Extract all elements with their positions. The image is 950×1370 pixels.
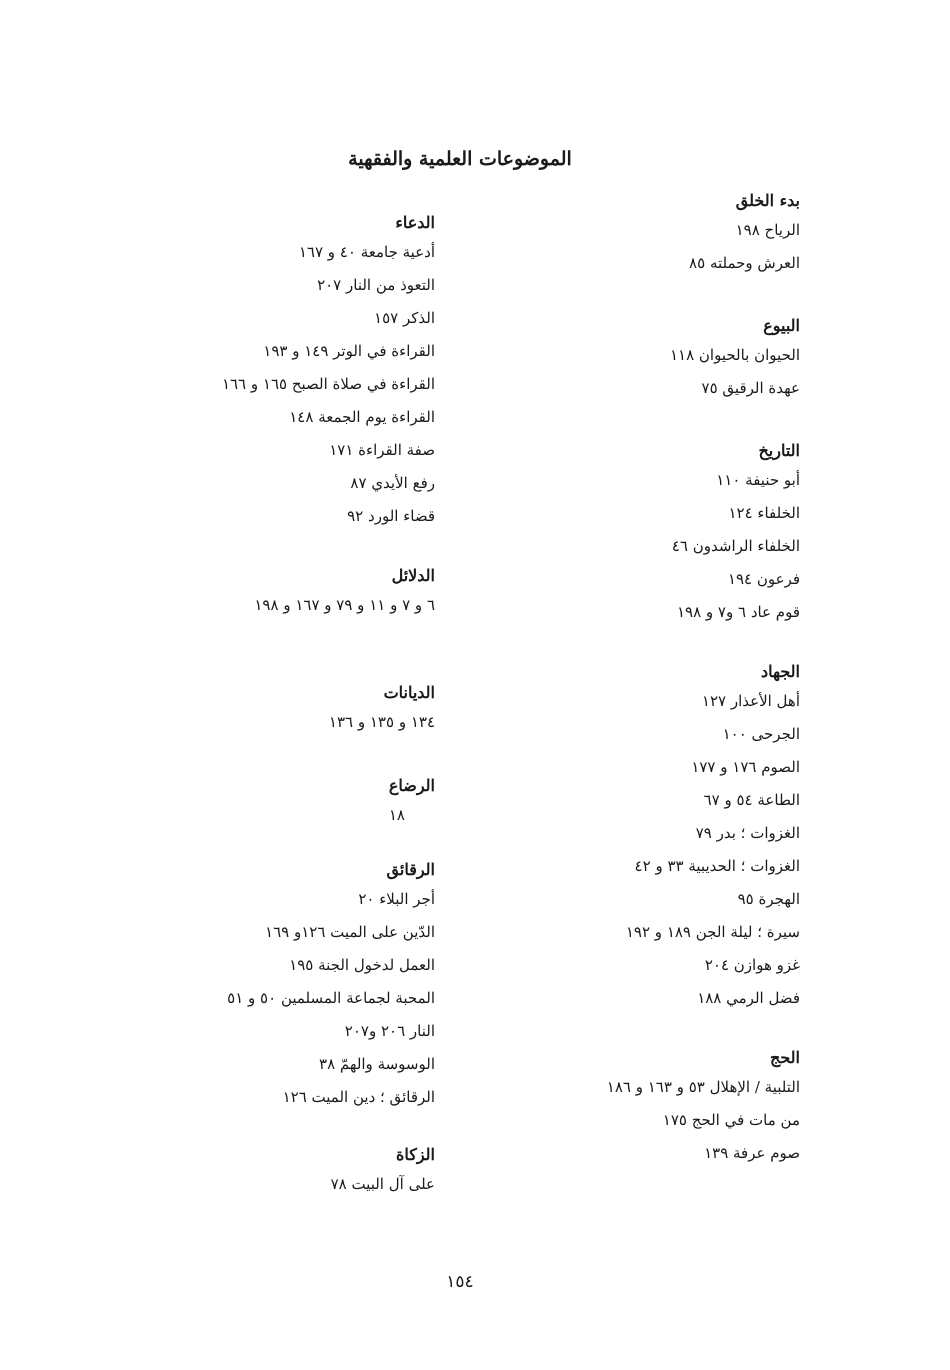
section-nursing [95, 773, 435, 832]
section-religions [95, 680, 435, 739]
index-entry: العرش وحملته ٨٥ [689, 254, 800, 272]
index-entry: التعوذ من النار ٢٠٧ [317, 276, 435, 294]
section-heading: الحج [770, 1048, 800, 1067]
index-entry: الطاعة ٥٤ و ٦٧ [703, 791, 800, 809]
index-entry: الحيوان بالحيوان ١١٨ [669, 346, 800, 364]
index-entry: التلبية / الإهلال ٥٣ و ١٦٣ و ١٨٦ [606, 1078, 800, 1096]
index-entry: أجر البلاء ٢٠ [358, 890, 435, 908]
section-heading: التاريخ [758, 441, 800, 460]
index-entry: فرعون ١٩٤ [727, 570, 800, 588]
index-entry: أهل الأعذار ١٢٧ [701, 692, 800, 710]
index-entry: الذكر ١٥٧ [374, 309, 435, 327]
index-entry: الصوم ١٧٦ و ١٧٧ [691, 758, 800, 776]
index-entry: ١٨ [388, 806, 405, 824]
section-history [440, 438, 800, 629]
index-entry: على آل البيت ٧٨ [330, 1175, 435, 1193]
page-number: ١٥٤ [446, 1272, 474, 1292]
right-column [440, 188, 800, 1170]
section-heading: الديانات [383, 683, 435, 702]
index-entry: العمل لدخول الجنة ١٩٥ [289, 956, 435, 974]
section-heading: الدعاء [395, 213, 435, 232]
index-entry: أبو حنيفة ١١٠ [716, 471, 800, 489]
section-heading: الزكاة [395, 1145, 435, 1164]
section-heading: البيوع [763, 316, 800, 335]
section-signs [95, 563, 435, 622]
index-entry: صفة القراءة ١٧١ [329, 441, 435, 459]
index-entry: صوم عرفة ١٣٩ [704, 1144, 800, 1162]
index-entry: القراءة يوم الجمعة ١٤٨ [289, 408, 435, 426]
index-entry: الوسوسة والهمّ ٣٨ [319, 1055, 435, 1073]
index-entry: الغزوات ؛ الحديبية ٣٣ و ٤٢ [634, 857, 800, 875]
index-entry: غزو هوازن ٢٠٤ [704, 956, 800, 974]
section-jihad [440, 659, 800, 1015]
index-entry: رفع الأيدي ٨٧ [350, 474, 435, 492]
index-entry: المحبة لجماعة المسلمين ٥٠ و ٥١ [227, 989, 435, 1007]
index-entry: القراءة في الوتر ١٤٩ و ١٩٣ [263, 342, 435, 360]
index-entry: الرياح ١٩٨ [735, 221, 800, 239]
section-zakat [95, 1142, 435, 1201]
index-entry: النار ٢٠٦ و٢٠٧ [344, 1022, 435, 1040]
section-sales [440, 313, 800, 405]
index-entry: الهجرة ٩٥ [737, 890, 800, 908]
section-heading: الرضاع [388, 776, 435, 795]
index-entry: أدعية جامعة ٤٠ و ١٦٧ [298, 243, 435, 261]
index-entry: الجرحى ١٠٠ [722, 725, 800, 743]
index-entry: ٦ و ٧ و ١١ و ٧٩ و ١٦٧ و ١٩٨ [254, 596, 435, 614]
index-entry: من مات في الحج ١٧٥ [662, 1111, 800, 1129]
index-entry: سيرة ؛ ليلة الجن ١٨٩ و ١٩٢ [625, 923, 800, 941]
section-heading: الجهاد [760, 662, 800, 681]
section-creation [440, 188, 800, 280]
index-entry: الرقائق ؛ دين الميت ١٢٦ [282, 1088, 435, 1106]
section-heading: الرقائق [386, 860, 435, 879]
index-entry: ١٣٤ و ١٣٥ و ١٣٦ [328, 713, 435, 731]
left-column [95, 210, 435, 1201]
index-entry: عهدة الرقيق ٧٥ [701, 379, 800, 397]
index-entry: فضل الرمي ١٨٨ [697, 989, 800, 1007]
section-heart-softeners [95, 857, 435, 1114]
page-title: الموضوعات العلمية والفقهية [348, 148, 572, 170]
index-entry: الغزوات ؛ بدر ٧٩ [695, 824, 800, 842]
index-entry: قضاء الورد ٩٢ [347, 507, 435, 525]
index-entry: الخلفاء ١٢٤ [728, 504, 800, 522]
index-entry: قوم عاد ٦ و٧ و ١٩٨ [676, 603, 800, 621]
section-hajj [440, 1045, 800, 1170]
index-entry: القراءة في صلاة الصبح ١٦٥ و ١٦٦ [221, 375, 435, 393]
index-entry: الدّين على الميت ١٢٦و ١٦٩ [265, 923, 435, 941]
section-heading: الدلائل [391, 566, 435, 585]
section-heading: بدء الخلق [735, 191, 800, 210]
index-entry: الخلفاء الراشدون ٤٦ [671, 537, 800, 555]
section-supplication [95, 210, 435, 533]
